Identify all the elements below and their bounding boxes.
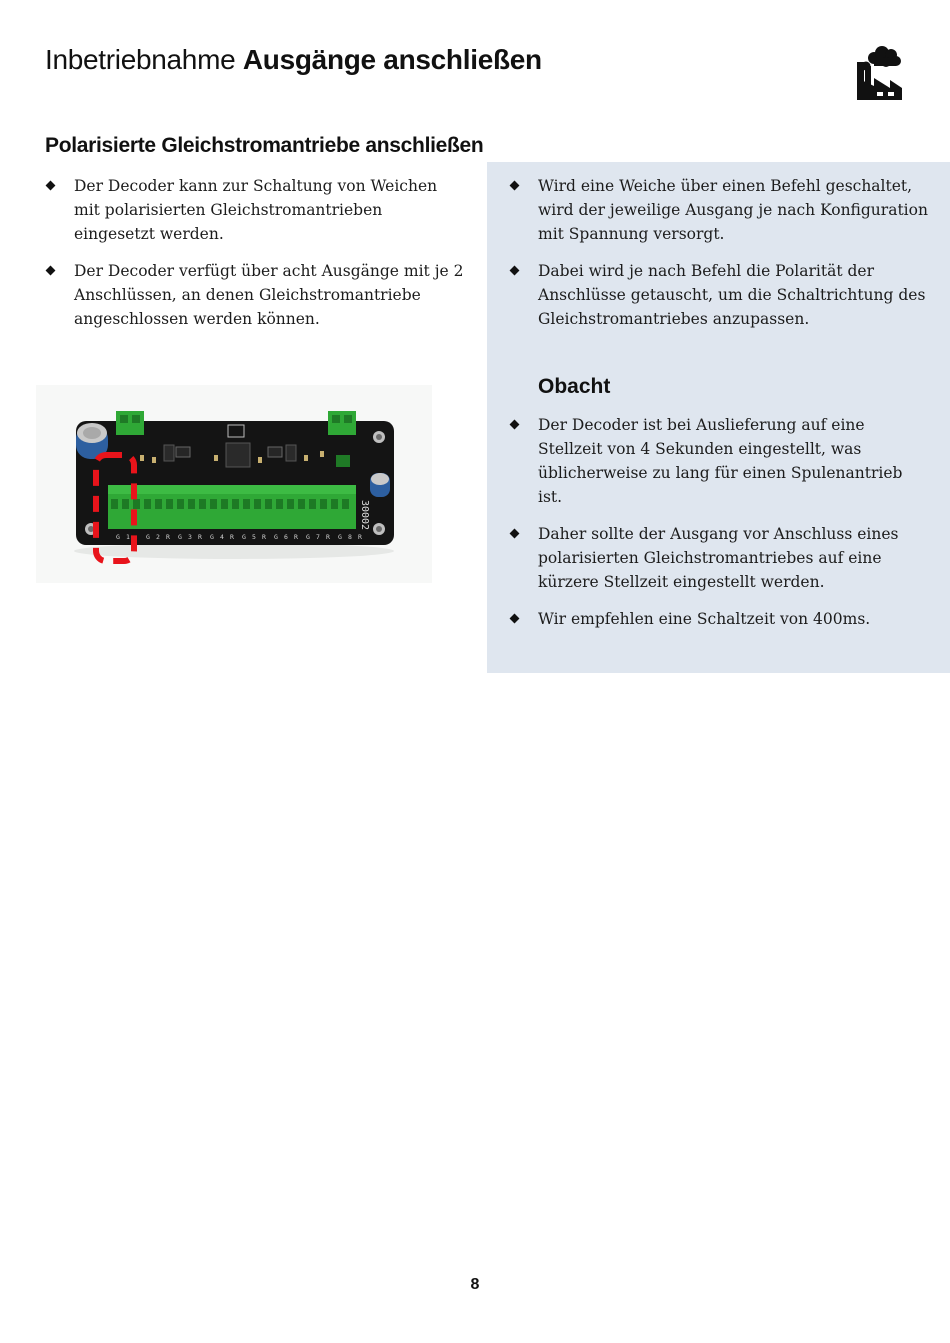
terminal-label: 8 xyxy=(348,533,352,541)
diamond-bullet-icon xyxy=(46,266,56,276)
info-panel xyxy=(487,162,950,673)
list-item xyxy=(45,259,465,331)
factory-icon xyxy=(852,44,902,100)
list-item xyxy=(509,607,929,631)
diamond-bullet-icon xyxy=(46,181,56,191)
terminal-label: G xyxy=(116,533,120,541)
info-panel-content xyxy=(509,174,929,644)
diamond-bullet-icon xyxy=(510,266,520,276)
note-bullet-list xyxy=(509,413,929,631)
intro-bullet-list xyxy=(45,174,465,331)
terminal-label: R xyxy=(230,533,234,541)
list-item xyxy=(509,174,929,246)
terminal-label: 4 xyxy=(220,533,224,541)
decoder-board-photo xyxy=(36,385,432,583)
terminal-label: R xyxy=(198,533,202,541)
terminal-label: 1 xyxy=(126,533,130,541)
terminal-label: R xyxy=(294,533,298,541)
diamond-bullet-icon xyxy=(510,529,520,539)
diamond-bullet-icon xyxy=(510,181,520,191)
terminal-label: 7 xyxy=(316,533,320,541)
list-item-text: Der Decoder verfügt über acht Ausgänge mit je 2 Anschlüssen, an denen Gleichstromantriebe angeschlossen werden können. xyxy=(74,262,464,328)
list-item-text: Daher sollte der Ausgang vor Anschluss eines polarisierten Gleichstromantriebes auf eine kürzere Stellzeit eingestellt werden. xyxy=(538,525,899,591)
terminal-label: G xyxy=(274,533,278,541)
terminal-label: G xyxy=(210,533,214,541)
terminal-label: G xyxy=(242,533,246,541)
switching-bullet-list xyxy=(509,174,929,331)
terminal-label: R xyxy=(166,533,170,541)
page-number: 8 xyxy=(470,1276,480,1293)
header-title-light: Inbetriebnahme xyxy=(45,44,236,75)
terminal-label: G xyxy=(146,533,150,541)
terminal-label: 5 xyxy=(252,533,256,541)
terminal-label: G xyxy=(338,533,342,541)
board-model-label: 30002 xyxy=(359,499,370,531)
list-item-text: Wir empfehlen eine Schaltzeit von 400ms. xyxy=(538,610,871,628)
terminal-label: G xyxy=(178,533,182,541)
list-item-text: Wird eine Weiche über einen Befehl geschaltet, wird der jeweilige Ausgang je nach Konfiguration mit Spannung versorgt. xyxy=(538,177,928,243)
terminal-label: R xyxy=(326,533,330,541)
list-item-text: Der Decoder ist bei Auslieferung auf eine Stellzeit von 4 Sekunden eingestellt, was üblicherweise zu lang für einen Spulenantrieb ist. xyxy=(538,416,903,506)
list-item-text: Der Decoder kann zur Schaltung von Weichen mit polarisierten Gleichstromantrieben eingesetzt werden. xyxy=(74,177,438,243)
intro-column xyxy=(45,174,465,344)
section-title: Polarisierte Gleichstromantriebe anschließen xyxy=(45,134,484,157)
note-title: Obacht xyxy=(538,375,611,398)
terminal-label: 3 xyxy=(188,533,192,541)
list-item xyxy=(509,522,929,594)
list-item xyxy=(509,413,929,509)
terminal-label: R xyxy=(358,533,362,541)
terminal-label: R xyxy=(262,533,266,541)
page-header-title xyxy=(45,44,542,76)
terminal-label: 2 xyxy=(156,533,160,541)
terminal-label: G xyxy=(306,533,310,541)
list-item xyxy=(509,259,929,331)
diamond-bullet-icon xyxy=(510,614,520,624)
diamond-bullet-icon xyxy=(510,420,520,430)
list-item-text: Dabei wird je nach Befehl die Polarität der Anschlüsse getauscht, um die Schaltrichtung des Gleichstromantriebes anzupassen. xyxy=(538,262,926,328)
header-title-bold: Ausgänge anschließen xyxy=(242,44,542,75)
list-item xyxy=(45,174,465,246)
terminal-label: 6 xyxy=(284,533,288,541)
